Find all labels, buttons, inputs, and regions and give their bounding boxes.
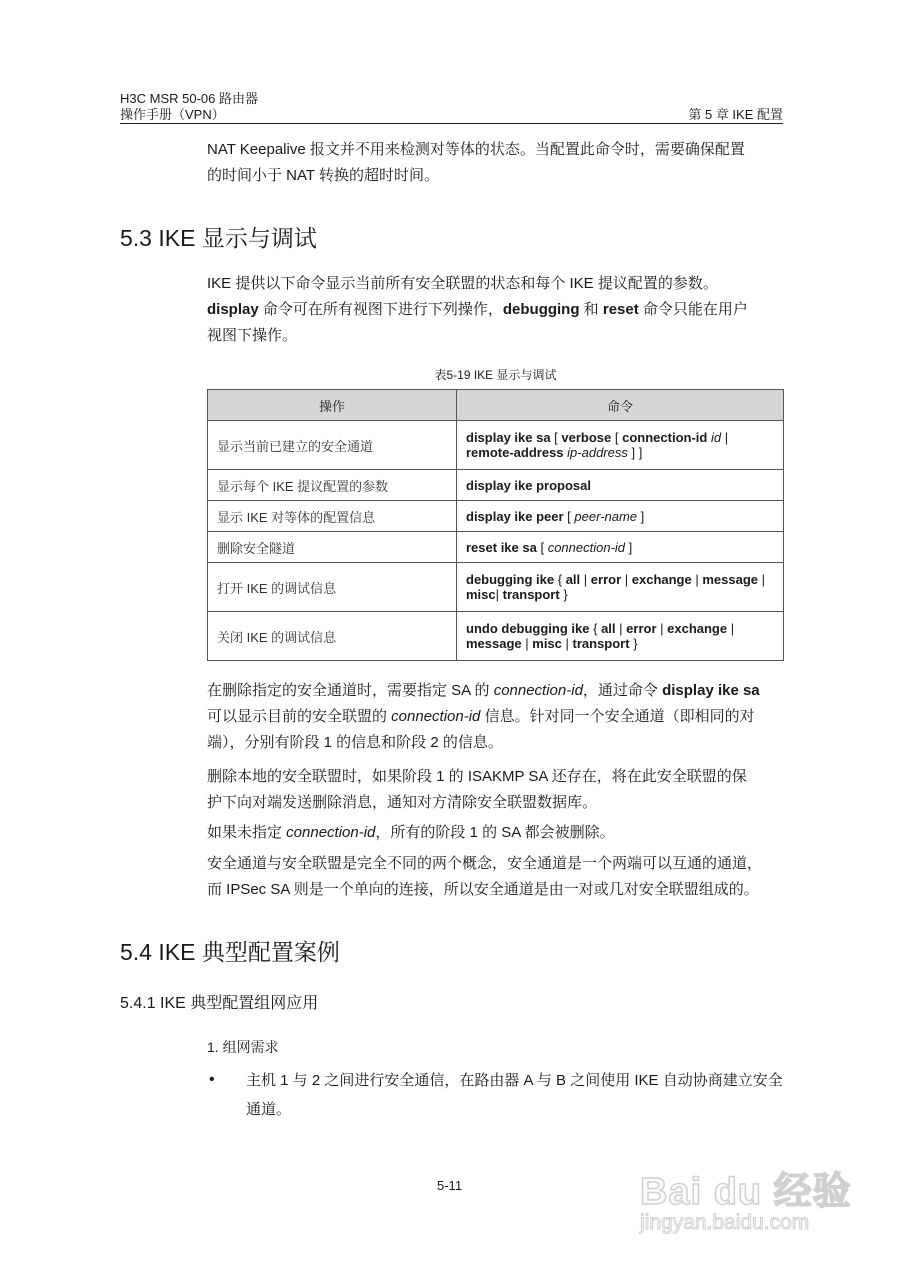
table-caption: 表5-19 IKE 显示与调试	[434, 368, 557, 382]
term-connection-id: connection-id	[493, 682, 583, 699]
networking-requirements-heading: 1. 组网需求	[207, 1039, 279, 1055]
note-paragraph-4: 安全通道与安全联盟是完全不同的两个概念，安全通道是一个两端可以互通的通道， 而 IPSec SA 则是一个单向的连接，所以安全通道是由一对或几对安全联盟组成的。	[207, 855, 763, 898]
section-5-3-line-2: display 命令可在所有视图下进行下列操作，debugging 和 reset 命令只能在用户	[207, 301, 748, 318]
table-row	[208, 501, 784, 532]
keyword-debugging: debugging	[502, 301, 580, 318]
term-connection-id: connection-id	[391, 708, 481, 725]
command-cell: display ike peer [ peer-name ]	[457, 501, 784, 532]
command-cell: reset ike sa [ connection-id ]	[457, 532, 784, 563]
section-5-4-1-heading: 5.4.1 IKE 典型配置组网应用	[120, 995, 319, 1012]
table-row	[208, 421, 784, 470]
column-header-command: 命令	[457, 390, 784, 421]
watermark-brand: Bai du 经验	[640, 1171, 852, 1213]
column-header-operation: 操作	[208, 390, 457, 421]
command-cell: display ike sa [ verbose [ connection-id id | remote-address ip-address ] ]	[457, 421, 784, 470]
keyword-reset: reset	[602, 301, 639, 318]
header-chapter: 第 5 章 IKE 配置	[688, 107, 783, 122]
header-rule	[120, 123, 783, 124]
header-manual: 操作手册（VPN）	[120, 107, 225, 122]
intro-line-1: NAT Keepalive 报文并不用来检测对等体的状态。当配置此命令时，需要确保配置	[207, 141, 745, 158]
term-connection-id: connection-id	[286, 824, 376, 841]
operation-cell: 显示 IKE 对等体的配置信息	[208, 501, 457, 532]
table-row	[208, 612, 784, 661]
bullet-icon: •	[209, 1071, 215, 1088]
command-cell: display ike proposal	[457, 470, 784, 501]
intro-paragraph	[207, 137, 784, 189]
operation-cell: 打开 IKE 的调试信息	[208, 563, 457, 612]
operation-cell: 关闭 IKE 的调试信息	[208, 612, 457, 661]
section-5-4-heading: 5.4 IKE 典型配置案例	[120, 939, 340, 965]
operation-cell: 显示当前已建立的安全通道	[208, 421, 457, 470]
table-row	[208, 563, 784, 612]
note-paragraph-1: 在删除指定的安全通道时，需要指定 SA 的 connection-id，通过命令 display ike sa 可以显示目前的安全联盟的 connection-id 信息。针对同一个安全通道（即相同的对 端），分别有阶段 1 的信息和阶段 2 的信息。	[207, 682, 760, 751]
note-paragraph-2: 删除本地的安全联盟时，如果阶段 1 的 ISAKMP SA 还存在，将在此安全联盟的保 护下向对端发送删除消息，通知对方清除安全联盟数据库。	[207, 768, 747, 811]
intro-line-2: 的时间小于 NAT 转换的超时时间。	[207, 167, 439, 184]
page-number: 5-11	[437, 1178, 463, 1193]
command-display-ike-sa: display ike sa	[662, 682, 760, 699]
section-5-3-heading: 5.3 IKE 显示与调试	[120, 225, 317, 251]
table-header-row	[208, 390, 784, 421]
section-5-3-paragraph	[207, 271, 784, 349]
operation-cell: 显示每个 IKE 提议配置的参数	[208, 470, 457, 501]
keyword-display: display	[207, 301, 259, 318]
command-cell: undo debugging ike { all | error | exchange | message | misc | transport }	[457, 612, 784, 661]
watermark-url: jingyan.baidu.com	[640, 1211, 810, 1234]
section-5-3-line-3: 视图下操作。	[207, 327, 298, 344]
bullet-item: 主机 1 与 2 之间进行安全通信，在路由器 A 与 B 之间使用 IKE 自动协商建立安全通道。	[246, 1072, 783, 1118]
operation-cell: 删除安全隧道	[208, 532, 457, 563]
table-row	[208, 532, 784, 563]
ike-commands-table	[207, 389, 784, 661]
header-product: H3C MSR 50-06 路由器	[120, 91, 258, 106]
baidu-jingyan-watermark	[640, 1160, 852, 1235]
command-cell: debugging ike { all | error | exchange | message | misc| transport }	[457, 563, 784, 612]
section-5-3-line-1: IKE 提供以下命令显示当前所有安全联盟的状态和每个 IKE 提议配置的参数。	[207, 275, 718, 292]
note-paragraph-3: 如果未指定 connection-id，所有的阶段 1 的 SA 都会被删除。	[207, 824, 615, 841]
table-row	[208, 470, 784, 501]
